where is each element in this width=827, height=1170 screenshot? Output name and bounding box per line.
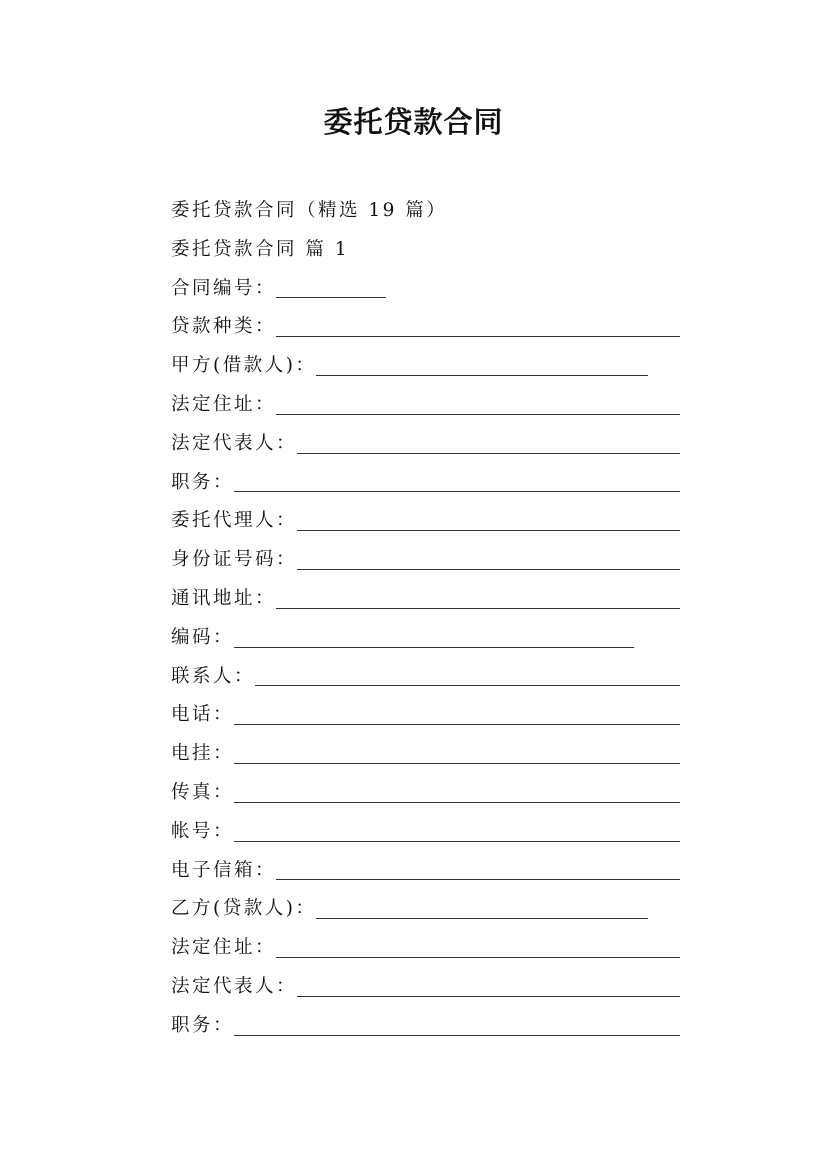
blank-line bbox=[276, 400, 680, 415]
section-heading: 委托贷款合同 篇 1 bbox=[171, 238, 350, 260]
field-label: 电子信箱： bbox=[171, 859, 277, 881]
blank-line bbox=[234, 477, 680, 492]
blank-line bbox=[234, 788, 680, 803]
field-label: 法定住址： bbox=[171, 937, 277, 959]
field-agent bbox=[171, 502, 691, 541]
blank-line bbox=[276, 322, 680, 337]
blank-line bbox=[234, 710, 680, 725]
field-party-b bbox=[171, 890, 691, 929]
field-label: 甲方(借款人)： bbox=[171, 355, 317, 377]
blank-line bbox=[316, 904, 648, 919]
field-legal-representative bbox=[171, 425, 691, 464]
field-contract-number bbox=[171, 270, 691, 309]
blank-line bbox=[255, 671, 680, 686]
blank-line bbox=[276, 283, 386, 298]
subtitle-line bbox=[171, 192, 691, 231]
field-label: 职务： bbox=[171, 1014, 235, 1036]
document-title: 委托贷款合同 bbox=[323, 105, 504, 139]
field-label: 职务： bbox=[171, 471, 235, 493]
blank-line bbox=[276, 865, 680, 880]
field-label: 联系人： bbox=[171, 665, 256, 687]
blank-line bbox=[297, 516, 680, 531]
blank-line bbox=[234, 1021, 680, 1036]
field-label: 乙方(贷款人)： bbox=[171, 898, 317, 920]
field-label: 委托代理人： bbox=[171, 510, 298, 532]
field-party-a bbox=[171, 347, 691, 386]
blank-line bbox=[234, 827, 680, 842]
section-heading-line bbox=[171, 231, 691, 270]
blank-line bbox=[297, 439, 680, 454]
field-telegraph bbox=[171, 735, 691, 774]
field-label: 法定代表人： bbox=[171, 975, 298, 997]
field-account bbox=[171, 813, 691, 852]
field-label: 电话： bbox=[171, 704, 235, 726]
field-fax bbox=[171, 774, 691, 813]
document-subtitle: 委托贷款合同（精选 19 篇） bbox=[171, 200, 448, 221]
field-phone bbox=[171, 696, 691, 735]
field-id-number bbox=[171, 541, 691, 580]
field-position bbox=[171, 464, 691, 503]
field-position-b bbox=[171, 1007, 691, 1046]
blank-line bbox=[297, 982, 680, 997]
blank-line bbox=[234, 633, 634, 648]
blank-line bbox=[276, 943, 680, 958]
field-legal-representative-b bbox=[171, 968, 691, 1007]
field-label: 合同编号： bbox=[171, 277, 277, 299]
field-mailing-address bbox=[171, 580, 691, 619]
blank-line bbox=[316, 361, 648, 376]
field-email bbox=[171, 852, 691, 891]
field-label: 传真： bbox=[171, 781, 235, 803]
field-contact bbox=[171, 658, 691, 697]
blank-line bbox=[297, 555, 680, 570]
field-label: 编码： bbox=[171, 626, 235, 648]
blank-line bbox=[276, 594, 680, 609]
field-postcode bbox=[171, 619, 691, 658]
field-legal-address bbox=[171, 386, 691, 425]
field-label: 法定住址： bbox=[171, 393, 277, 415]
field-label: 帐号： bbox=[171, 820, 235, 842]
field-label: 通讯地址： bbox=[171, 587, 277, 609]
field-label: 电挂： bbox=[171, 743, 235, 765]
field-loan-type bbox=[171, 308, 691, 347]
field-label: 法定代表人： bbox=[171, 432, 298, 454]
blank-line bbox=[234, 749, 680, 764]
field-label: 贷款种类： bbox=[171, 316, 277, 338]
field-label: 身份证号码： bbox=[171, 549, 298, 571]
document-body bbox=[171, 192, 691, 1046]
field-legal-address-b bbox=[171, 929, 691, 968]
